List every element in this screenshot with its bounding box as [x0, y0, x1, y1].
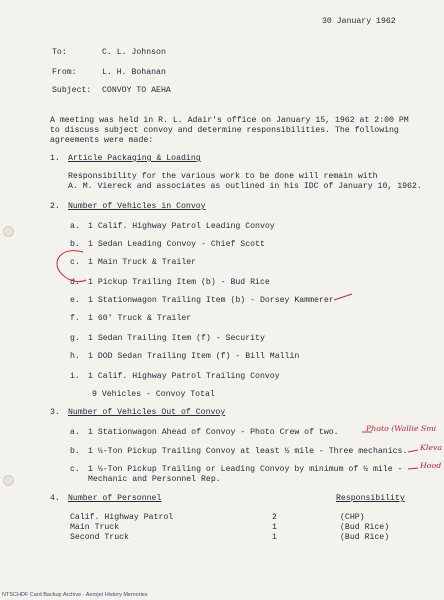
list-item: 1 ½-Ton Pickup Trailing or Leading Convoy by minimum of ½ mile - — [88, 465, 403, 474]
list-letter: g. — [70, 334, 80, 343]
responsibility-header: Responsibility — [336, 494, 405, 503]
subject-value: CONVOY TO AEHA — [102, 86, 171, 95]
from-value: L. H. Bohanan — [102, 68, 166, 77]
personnel-responsibility: (CHP) — [340, 513, 365, 522]
list-letter: f. — [70, 314, 80, 323]
personnel-responsibility: (Bud Rice) — [340, 533, 390, 542]
section-number: 4. — [50, 494, 60, 503]
section-title: Number of Vehicles Out of Convoy — [68, 408, 226, 417]
intro-line: A meeting was held in R. L. Adair's office on January 15, 1962 at 2:00 PM — [50, 116, 409, 125]
memo-date: 30 January 1962 — [322, 17, 396, 26]
personnel-name: Second Truck — [70, 533, 129, 542]
hand-drawn-mark — [334, 294, 352, 300]
list-letter: i. — [70, 372, 80, 381]
list-letter: a. — [70, 428, 80, 437]
list-letter: c. — [70, 258, 80, 267]
hand-drawn-arrow — [408, 468, 418, 469]
handwritten-note: Kleva — [420, 443, 442, 452]
list-item: 1 Calif. Highway Patrol Leading Convoy — [88, 222, 275, 231]
list-item: Mechanic and Personnel Rep. — [88, 475, 221, 484]
section-title: Article Packaging & Loading — [68, 154, 201, 163]
section-title: Number of Personnel — [68, 494, 162, 503]
convoy-total: 9 Vehicles - Convoy Total — [92, 390, 215, 399]
hand-drawn-arrow — [408, 450, 418, 452]
personnel-name: Calif. Highway Patrol — [70, 513, 174, 522]
list-item: 1 ½-Ton Pickup Trailing Convoy at least ½ mile - Three mechanics. — [88, 447, 408, 456]
section-text: Responsibility for the various work to be done will remain with — [68, 172, 378, 181]
list-item: 1 Calif. Highway Patrol Trailing Convoy — [88, 372, 280, 381]
section-number: 3. — [50, 408, 60, 417]
intro-line: to discuss subject convoy and determine responsibilities. The following — [50, 126, 399, 135]
from-label: From: — [52, 68, 77, 77]
list-item: 1 Sedan Leading Convoy - Chief Scott — [88, 240, 265, 249]
intro-line: agreements were made: — [50, 136, 154, 145]
personnel-responsibility: (Bud Rice) — [340, 523, 390, 532]
list-item: 1 Stationwagon Trailing Item (b) - Dorsey Kammerer — [88, 296, 334, 305]
section-number: 2. — [50, 202, 60, 211]
list-letter: b. — [70, 447, 80, 456]
section-number: 1. — [50, 154, 60, 163]
list-item: 1 Pickup Trailing Item (b) - Bud Rice — [88, 278, 270, 287]
list-item: 1 Sedan Trailing Item (f) - Security — [88, 334, 265, 343]
list-letter: b. — [70, 240, 80, 249]
archive-footer: NTSCHDF Card Backup Archive - Aerojet History Memories — [2, 592, 148, 598]
personnel-count: 2 — [272, 513, 277, 522]
list-item: 1 60' Truck & Trailer — [88, 314, 192, 323]
list-letter: c. — [70, 465, 80, 474]
to-value: C. L. Johnson — [102, 48, 166, 57]
list-item: 1 DOD Sedan Trailing Item (f) - Bill Mallin — [88, 352, 300, 361]
list-letter: e. — [70, 296, 80, 305]
section-title: Number of Vehicles in Convoy — [68, 202, 206, 211]
personnel-count: 1 — [272, 533, 277, 542]
list-item: 1 Main Truck & Trailer — [88, 258, 197, 267]
list-letter: d. — [70, 278, 80, 287]
list-item: 1 Stationwagon Ahead of Convoy - Photo Crew of two. — [88, 428, 339, 437]
personnel-count: 1 — [272, 523, 277, 532]
handwritten-note: Hood — [420, 461, 442, 470]
section-text: A. M. Viereck and associates as outlined in his IDC of January 10, 1962. — [68, 182, 422, 191]
to-label: To: — [52, 48, 67, 57]
handwritten-note: Photo (Wallie Smi — [366, 424, 437, 433]
list-letter: h. — [70, 352, 80, 361]
personnel-name: Main Truck — [70, 523, 120, 532]
hand-drawn-bracket — [57, 251, 86, 282]
list-letter: a. — [70, 222, 80, 231]
subject-label: Subject: — [52, 86, 92, 95]
